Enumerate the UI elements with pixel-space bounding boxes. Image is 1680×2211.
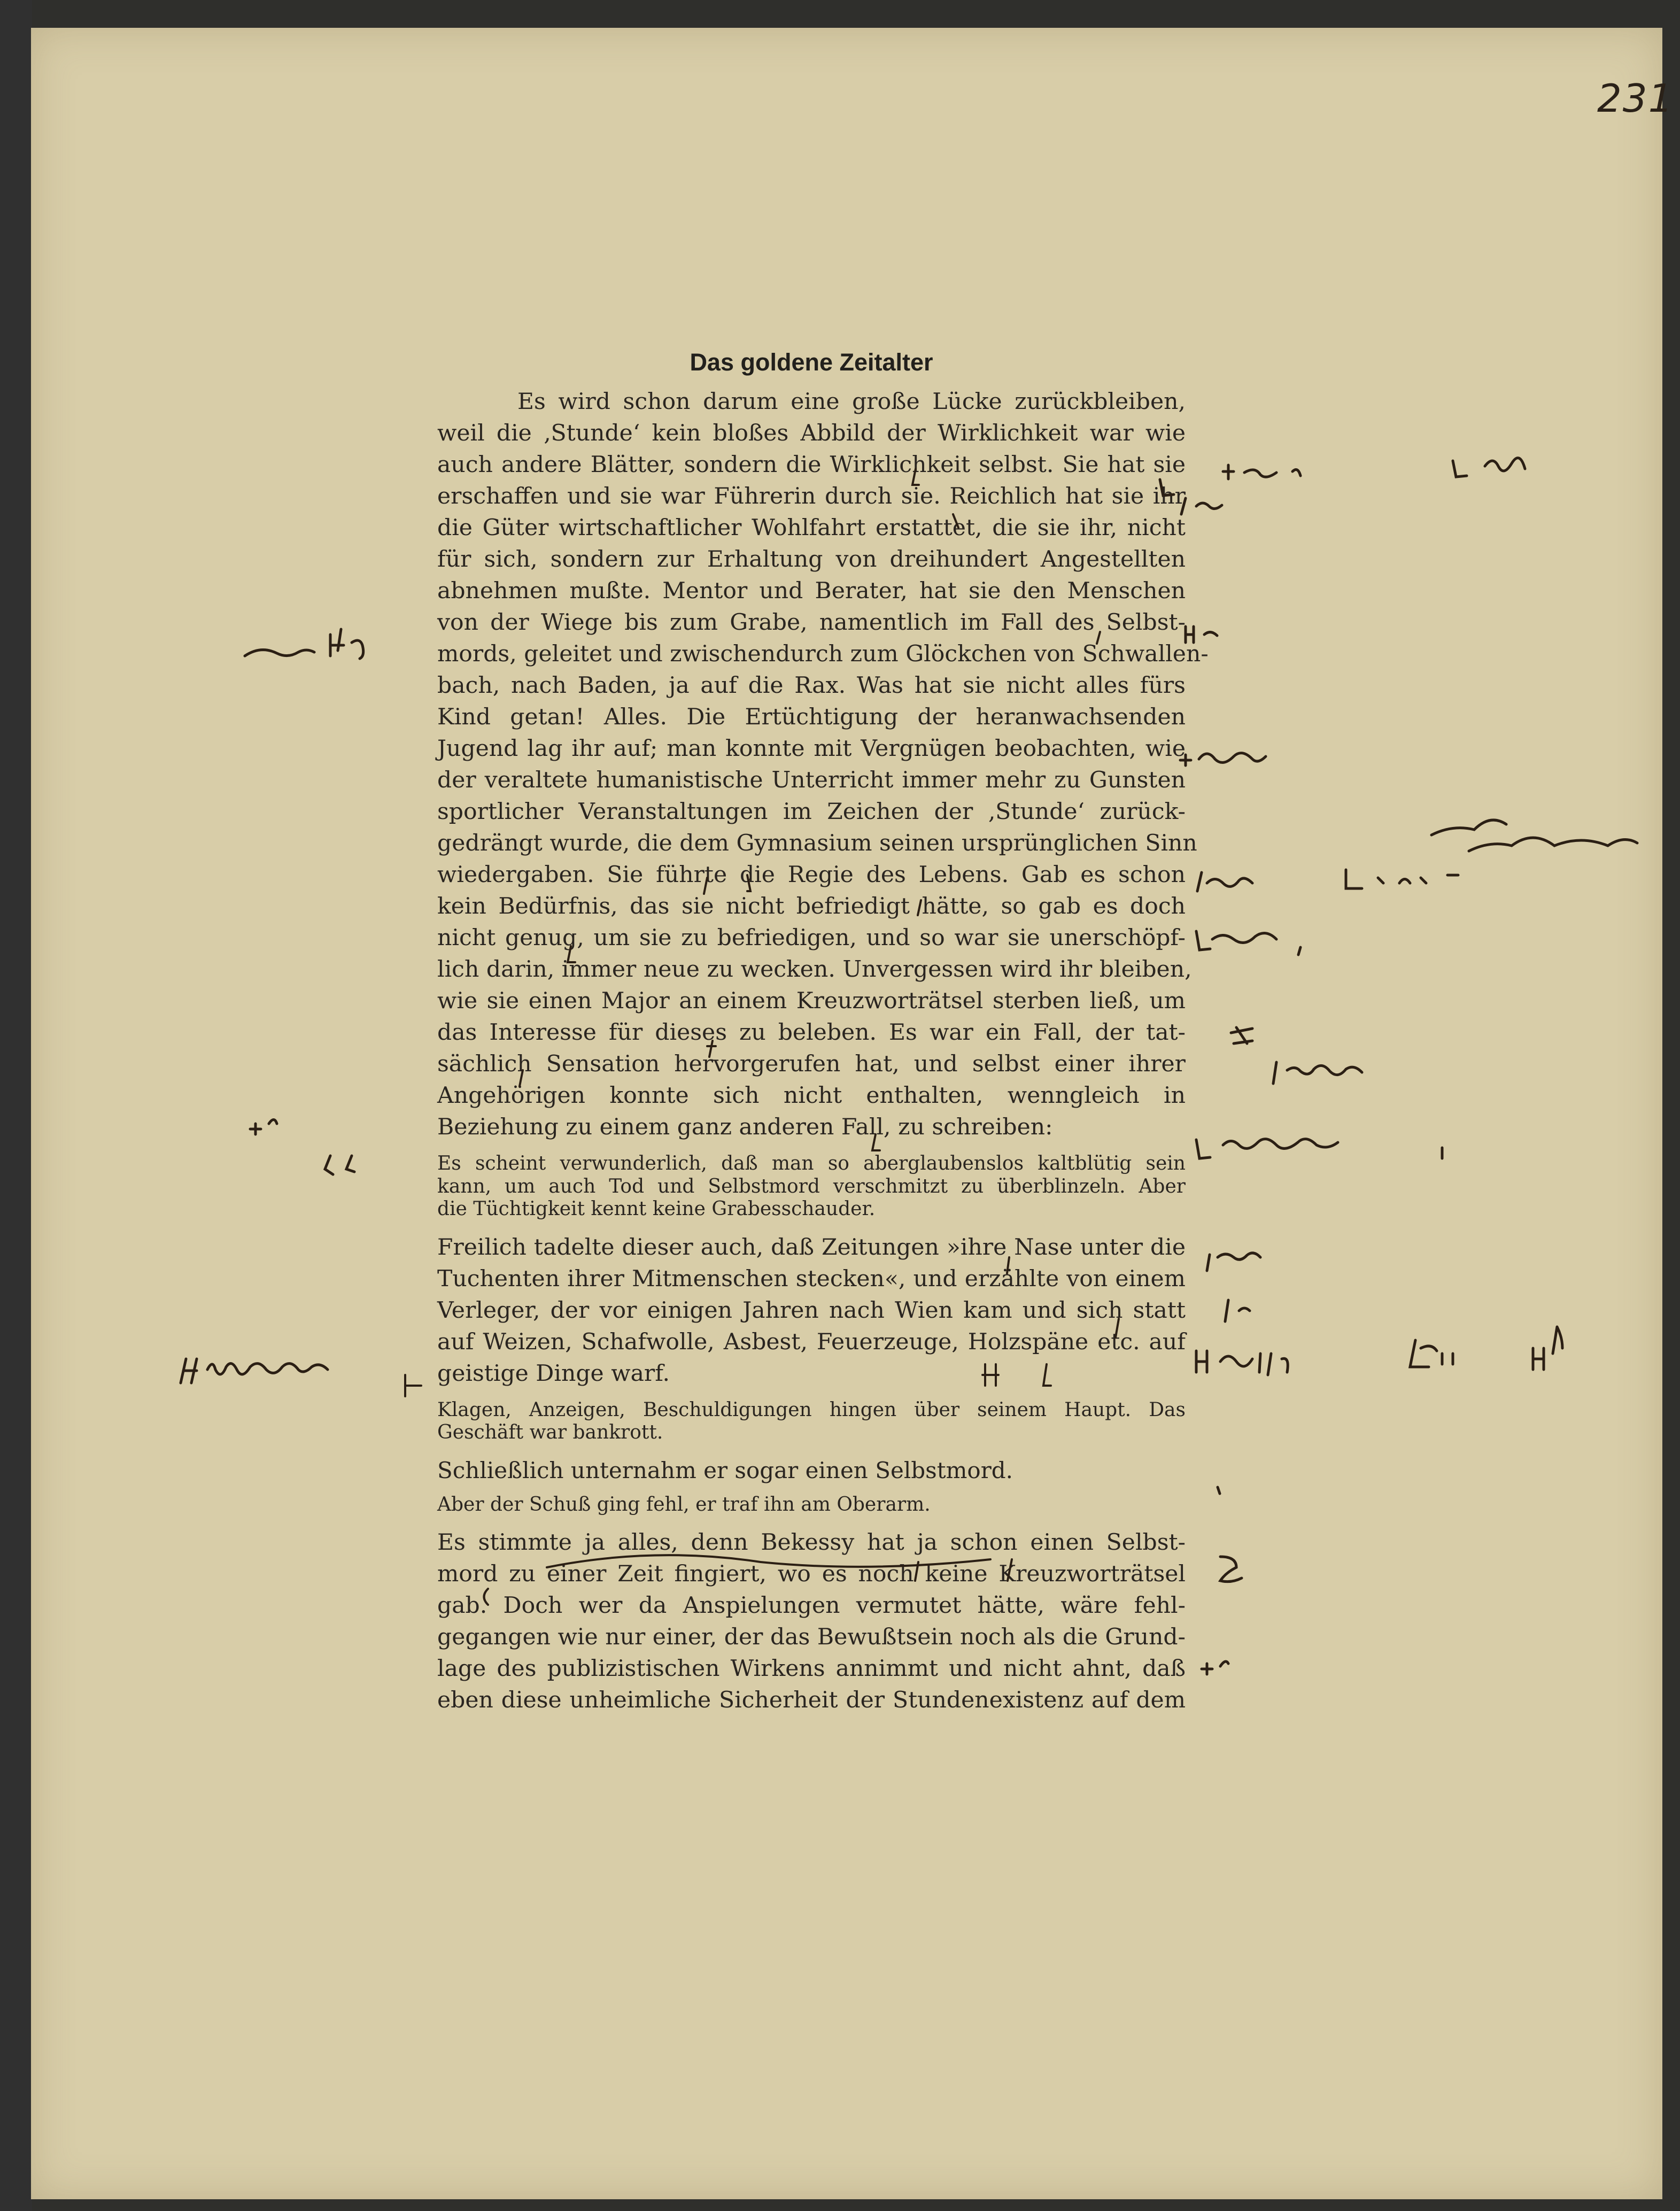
margin-mark (1431, 820, 1637, 851)
margin-mark (1207, 1253, 1260, 1271)
quote-line: Es scheint verwunderlich, daß man so aberglaubenslos kaltblütig sein (437, 1153, 1186, 1174)
margin-mark (1181, 498, 1222, 514)
margin-mark (1346, 870, 1458, 888)
margin-mark (1231, 1027, 1252, 1043)
quote-line: kann, um auch Tod und Selbstmord verschmitzt zu überblinzeln. Aber (437, 1175, 1186, 1197)
text-line: Es stimmte ja alles, denn Bekessy hat ja schon einen Selbst- (437, 1529, 1186, 1556)
margin-mark (1223, 465, 1300, 479)
correction-mark (1116, 1319, 1119, 1338)
scanner-edge (0, 0, 32, 2211)
text-line: eben diese unheimliche Sicherheit der Stundenexistenz auf dem (437, 1687, 1186, 1713)
margin-mark (1453, 458, 1525, 477)
correction-mark (520, 1070, 523, 1086)
text-line: sächlich Sensation hervorgerufen hat, und selbst einer ihrer (437, 1051, 1186, 1077)
margin-mark (1202, 1661, 1228, 1674)
correction-mark (568, 946, 575, 962)
text-line: gab. Doch wer da Anspielungen vermutet hätte, wäre fehl- (437, 1592, 1186, 1619)
text-line: mords, geleitet und zwischendurch zum Glöckchen von Schwallen- (437, 641, 1209, 667)
text-line: Angehörigen konnte sich nicht enthalten, wenngleich in (437, 1083, 1186, 1109)
correction-mark (1097, 632, 1100, 644)
text-line: Freilich tadelte dieser auch, daß Zeitungen »ihre Nase unter die (437, 1234, 1186, 1261)
correction-mark (872, 1134, 880, 1150)
text-line: der veraltete humanistische Unterricht immer mehr zu Gunsten (437, 767, 1186, 793)
page-number: 231 (1597, 76, 1674, 121)
text-line: kein Bedürfnis, das sie nicht befriedigt hätte, so gab es doch (437, 893, 1186, 919)
margin-mark (1218, 1487, 1220, 1494)
correction-mark (912, 469, 919, 485)
margin-mark (181, 1359, 328, 1383)
text-line: Tuchenten ihrer Mitmenschen stecken«, und erzählte von einem (437, 1265, 1186, 1292)
margin-mark (250, 1120, 277, 1135)
correction-mark (484, 1589, 489, 1605)
correction-mark (982, 1364, 998, 1386)
text-line: wie sie einen Major an einem Kreuzworträtsel sterben ließ, um (437, 988, 1186, 1014)
text-line: geistige Dinge warf. (437, 1360, 670, 1387)
text-line: für sich, sondern zur Erhaltung von dreihundert Angestellten (437, 546, 1186, 573)
text-line: von der Wiege bis zum Grabe, namentlich im Fall des Selbst- (437, 609, 1186, 636)
handwritten-annotations (31, 28, 1662, 2199)
text-line: lage des publizistischen Wirkens annimmt und nicht ahnt, daß (437, 1656, 1186, 1682)
margin-mark (1410, 1340, 1453, 1367)
margin-mark (1196, 1139, 1442, 1158)
text-line: Beziehung zu einem ganz anderen Fall, zu schreiben: (437, 1114, 1053, 1140)
margin-mark (325, 1156, 354, 1174)
text-line: Verleger, der vor einigen Jahren nach Wien kam und sich statt (437, 1297, 1186, 1324)
correction-mark (747, 875, 750, 891)
correction-mark (1043, 1364, 1051, 1386)
text-line: gedrängt wurde, die dem Gymnasium seinen ursprünglichen Sinn (437, 830, 1197, 856)
correction-mark (1008, 1559, 1012, 1581)
margin-mark (1225, 1300, 1250, 1321)
quote-3: Aber der Schuß ging fehl, er traf ihn am Oberarm. (437, 1493, 931, 1516)
margin-mark (1180, 753, 1266, 766)
quote-line: Klagen, Anzeigen, Beschuldigungen hingen über seinem Haupt. Das (437, 1398, 1186, 1421)
text-line: abnehmen mußte. Mentor und Berater, hat sie den Menschen (437, 578, 1186, 604)
text-line: weil die ‚Stunde‘ kein bloßes Abbild der Wirklichkeit war wie (437, 420, 1186, 446)
selbstmord-line: Schließlich unternahm er sogar einen Selbstmord. (437, 1457, 1013, 1483)
margin-mark (1186, 627, 1217, 643)
margin-mark (1533, 1327, 1562, 1370)
correction-mark (953, 514, 958, 528)
text-line: lich darin, immer neue zu wecken. Unvergessen wird ihr bleiben, (437, 956, 1192, 983)
correction-mark (1007, 1257, 1009, 1273)
quote-line: Geschäft war bankrott. (437, 1421, 663, 1443)
text-line: auch andere Blätter, sondern die Wirklichkeit selbst. Sie hat sie (437, 452, 1186, 478)
text-line: Jugend lag ihr auf; man konnte mit Vergnügen beobachten, wie (437, 736, 1186, 762)
text-line: erschaffen und sie war Führerin durch sie. Reichlich hat sie ihr (437, 483, 1186, 509)
text-line: gegangen wie nur einer, der das Bewußtsein noch als die Grund- (437, 1624, 1186, 1650)
margin-mark (245, 629, 363, 659)
article-title: Das goldene Zeitalter (690, 349, 933, 376)
margin-mark (1273, 1062, 1362, 1084)
text-line: Es wird schon darum eine große Lücke zurückbleiben, (517, 389, 1186, 415)
margin-mark (1197, 872, 1252, 891)
text-line: die Güter wirtschaftlicher Wohlfahrt erstattet, die sie ihr, nicht (437, 515, 1186, 541)
margin-mark (1196, 1351, 1288, 1375)
margin-mark (1220, 1557, 1242, 1582)
margin-mark (1196, 931, 1300, 955)
correction-mark (704, 878, 707, 894)
text-line: nicht genug, um sie zu befriedigen, und so war sie unerschöpf- (437, 925, 1186, 951)
text-line: das Interesse für dieses zu beleben. Es war ein Fall, der tat- (437, 1019, 1186, 1046)
page-sheet (31, 28, 1674, 2199)
text-line: bach, nach Baden, ja auf die Rax. Was hat sie nicht alles fürs (437, 672, 1186, 699)
text-line: sportlicher Veranstaltungen im Zeichen der ‚Stunde‘ zurück- (437, 799, 1186, 825)
text-line: mord zu einer Zeit fingiert, wo es noch keine Kreuzworträtsel (437, 1561, 1186, 1587)
text-line: auf Weizen, Schafwolle, Asbest, Feuerzeuge, Holzspäne etc. auf (437, 1328, 1186, 1355)
correction-mark (918, 900, 921, 915)
correction-mark (547, 1555, 990, 1567)
quote-line: die Tüchtigkeit kennt keine Grabesschauder. (437, 1198, 876, 1220)
margin-mark (1160, 480, 1174, 496)
correction-mark (707, 1041, 716, 1057)
text-line: Kind getan! Alles. Die Ertüchtigung der heranwachsenden (437, 704, 1186, 730)
text-line: wiedergaben. Sie führte die Regie des Lebens. Gab es schon (437, 862, 1186, 888)
correction-mark (405, 1375, 421, 1396)
